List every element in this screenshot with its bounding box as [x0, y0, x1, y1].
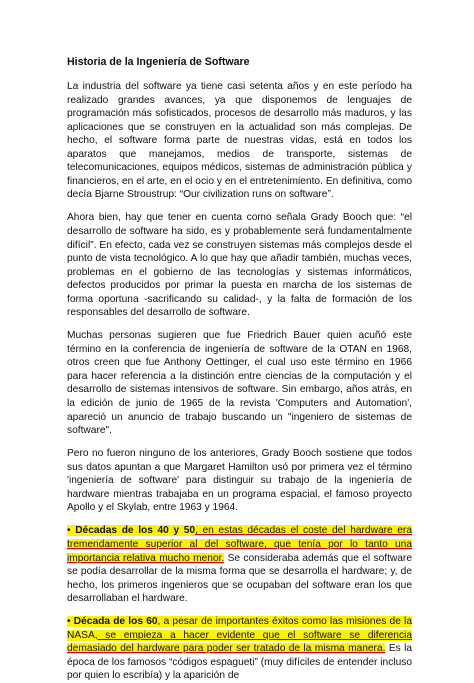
bullet-heading: Décadas de los 40 y 50 — [75, 525, 196, 537]
bullet-heading: Década de los 60 — [73, 616, 158, 628]
bullet-marker: • — [67, 616, 71, 628]
paragraph-origins: Muchas personas sugieren que fue Friedrich Bauer quien acuñó este término en la conferencia de ingeniería de software de la OTAN en 1968, otros creen que fue Anthony Oettinger, el cual uso este término en 1966 para hacer referencia a la distinción entre ciencias de la computación y el desarrollo de sistemas intensivos de software. Sin embargo, años atrás, en la edición de junio de 1965 de la revista 'Computers and Automation', apareció un anuncio de trabajo buscando un "ingeniero de sistemas de software". — [67, 330, 412, 437]
bullet-marker: • — [67, 525, 71, 537]
bullet-decade-60 — [67, 615, 412, 683]
bullet-decades-40-50 — [67, 524, 412, 605]
paragraph-booch: Ahora bien, hay que tener en cuenta como señala Grady Booch que: “el desarrollo de software ha sido, es y probablemente será fundamentalmente difícil”. En efecto, cada vez se construyen sistemas más complejos desde el punto de vista tecnológico. A lo que hay que añadir también, muchas veces, problemas en el gobierno de las tecnologías y sistemas informáticos, defectos producidos por primar la puesta en marcha de los sistemas de forma oportuna -sacrificando su calidad-, y la falta de formación de los responsables del desarrollo de software. — [67, 212, 412, 319]
highlighted-text: , a pesar de importantes éxitos como las misiones de la NASA, — [67, 616, 412, 641]
highlighted-underlined-text: se empieza a hacer evidente que el software se diferencia demasiado del hardware para poder ser tratado de la misma manera. — [67, 629, 412, 655]
paragraph-hamilton: Pero no fueron ninguno de los anteriores, Grady Booch sostiene que todos sus datos apuntan a que Margaret Hamilton usó por primera vez el término 'ingeniería de software' para distinguir su trabajo de la ingeniería de hardware mientras trabajaba en un programa espacial, el famoso proyecto Apollo y el Skylab, entre 1963 y 1964. — [67, 448, 412, 514]
bullet-text: Se consideraba además que el software se podía desarrollar de la misma forma que se desarrolla el hardware; y, de hecho, los primeros ingenieros que se ocupaban del software eran los que desarrollaban el hardware. — [67, 552, 412, 605]
paragraph-intro: La industria del software ya tiene casi setenta años y en este período ha realizado grandes avances, ya que disponemos de lenguajes de programación más sofisticados, procesos de desarrollo más maduros, y las aplicaciones que se construyen en la actualidad son más complejas. De hecho, el software forma parte de nuestras vidas, está en todos los aparatos que manejamos, medios de transporte, sistemas de telecomunicaciones, equipos médicos, sistemas de administración pública y financieros, en el arte, en el ocio y en el entretenimiento. En definitiva, como decía Bjarne Stroustrup: “Our civilization runs on software”. — [67, 81, 412, 201]
highlighted-text: , en estas décadas el coste del hardware era tremendamente superior al del software, que tenía por lo tanto una importancia relativa mucho menor. — [67, 525, 412, 564]
document-title: Historia de la Ingeniería de Software — [67, 56, 250, 68]
bullet-text: Es la época de los famosos “códigos espagueti” (muy difíciles de entender incluso por quien lo escribía) y la aparición de — [67, 643, 412, 682]
